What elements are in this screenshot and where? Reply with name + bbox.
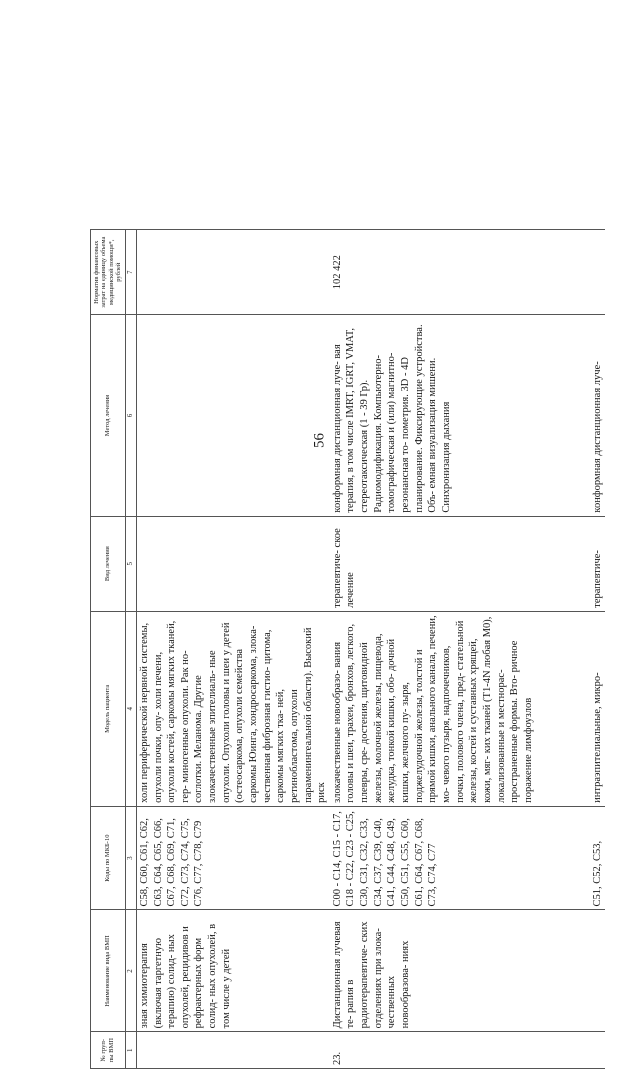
header-group-number: № груп- пы ВМП (91, 1032, 126, 1069)
cell-group (136, 1032, 329, 1069)
header-vmp-name: Наименование вида ВМП (91, 910, 126, 1032)
column-number: 7 (125, 230, 136, 315)
column-number: 4 (125, 611, 136, 806)
cell-icd-codes: C51, C52, C53, (590, 806, 606, 910)
header-icd-codes: Коды по МКБ-10 (91, 806, 126, 910)
cell-treatment-method: конформная дистанционная луче- вая терапия, в том числе IMRT, IGRT, VMAT, стереотаксическая (1 - 39 Гр). Радиомодификация. Компьютерно-томографическая и (или) магнитно-резонансная то- пометрия. 3D - 4D планирование. Фиксирующие устройства. Объ- емная визуализация мишени. Синхронизация дыхания (330, 315, 590, 516)
cell-group (590, 1032, 606, 1069)
cell-icd-codes: C00 - C14, C15 - C17, C18 - C22, C23 - C25, C30, C31, C32, C33, C34, C37, C39, C40, C41, C44, C48, C49, C50, C51, C55, C60, C61, C64, C67, C68, C73, C74, C77 (330, 806, 590, 910)
cell-cost (590, 230, 606, 315)
cell-vmp-name (590, 910, 606, 1032)
column-number: 3 (125, 806, 136, 910)
header-cost-norm: Норматив финансовых затрат на единицу объема медицинской помощи*, рублей (91, 230, 126, 315)
cell-cost: 102 422 (330, 230, 590, 315)
header-treatment-type: Вид лечения (91, 516, 126, 611)
rotated-table-sheet (90, 229, 610, 1069)
cell-treatment-method (136, 315, 329, 516)
vmp-table (90, 229, 605, 1069)
cell-vmp-name: Дистанционная лучевая те- рапия в радиотерапевтиче- ских отделениях при злока- чественных новообразова- ниях (330, 910, 590, 1032)
cell-treatment-type: терапевтиче- ское лечение (330, 516, 590, 611)
cell-treatment-type (136, 516, 329, 611)
cell-group: 23. (330, 1032, 590, 1069)
header-patient-model: Модель пациента (91, 611, 126, 806)
column-number: 2 (125, 910, 136, 1032)
cell-icd-codes: C58, C60, C61, C62, C63, C64, C65, C66, C67, C68, C69, C71, C72, C73, C74, C75, C76, C77, C78, C79 (136, 806, 329, 910)
cell-vmp-name: зная химиотерапия (включая таргетную терапию) солид- ных опухолей, рецидивов и рефрактерных форм солид- ных опухолей, в том числе у детей (136, 910, 329, 1032)
page-number: 56 (311, 433, 328, 448)
cell-treatment-type: терапевтиче- (590, 516, 606, 611)
table-row (136, 230, 329, 1069)
column-number: 1 (125, 1032, 136, 1069)
cell-patient-model: злокачественные новообразо- вания головы и шеи, трахеи, бронхов, легкого, плевры, сре- достения, щитовидной железы, молочной железы, пищевода, желудка, тонкой кишки, обо- дочной кишки, желчного пу- зыря, поджелудочной железы, толстой и прямой кишки, анального канала, печени, мо- чевого пузыря, надпочечников, почки, полового члена, пред- стательной железы, костей и суставных хрящей, кожи, мяг- ких тканей (T1-4N любая M0), локализованные и местнорас- пространенные формы. Вто- ричное поражение лимфоузлов (330, 611, 590, 806)
table-row (590, 230, 606, 1069)
column-number: 6 (125, 315, 136, 516)
cell-patient-model: холи периферической нервной системы, опухоли почки, опу- холи печени, опухоли костей, саркомы мягких тканей, гер- миногенные опухоли. Рак но- соглотки. Меланома. Другие злокачественные эпителиаль- ные опухоли. Опухоли головы и шеи у детей (остеосаркома, опухоли семейства саркомы Юинга, хондросаркома, злока- чественная фиброзная гистио- цитома, саркомы мягких тка- ней, ретинобластома, опухоли параменингеальной области). Высокий риск (136, 611, 329, 806)
cell-cost (136, 230, 329, 315)
header-treatment-method: Метод лечения (91, 315, 126, 516)
cell-treatment-method: конформная дистанционная луче- (590, 315, 606, 516)
table-row (330, 230, 590, 1069)
column-number: 5 (125, 516, 136, 611)
cell-patient-model: интраэпителиальные, микро- (590, 611, 606, 806)
